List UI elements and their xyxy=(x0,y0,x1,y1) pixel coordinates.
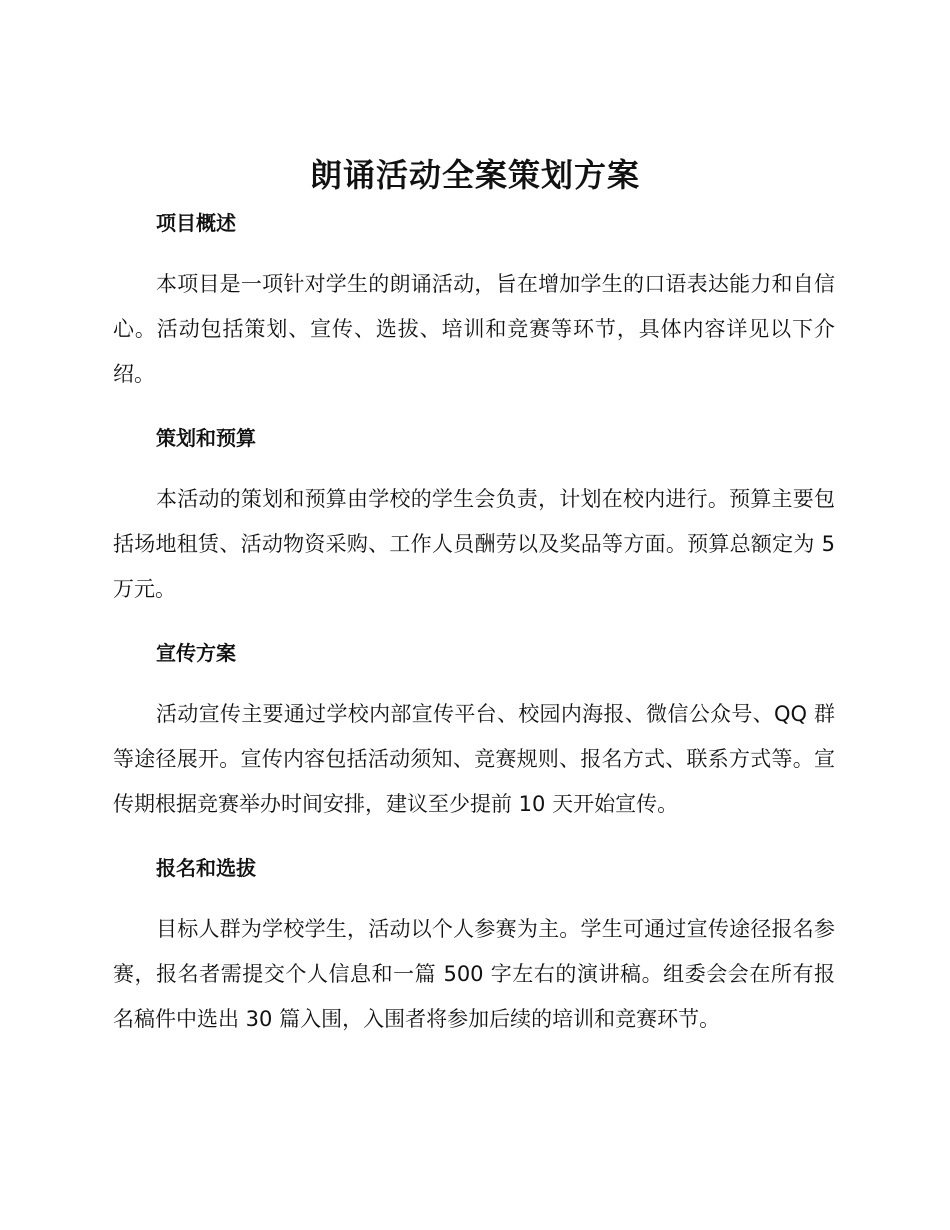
section-heading: 报名和选拔 xyxy=(156,856,256,880)
section-paragraph: 本项目是一项针对学生的朗诵活动，旨在增加学生的口语表达能力和自信心。活动包括策划、宣传、选拔、培训和竞赛等环节，具体内容详见以下介绍。 xyxy=(113,272,835,386)
document-title: 朗诵活动全案策划方案 xyxy=(309,156,640,194)
section-paragraph: 活动宣传主要通过学校内部宣传平台、校园内海报、微信公众号、QQ 群等途径展开。宣传内容包括活动须知、竞赛规则、报名方式、联系方式等。宣传期根据竞赛举办时间安排，建议至少提前 10 天开始宣传。 xyxy=(113,702,835,816)
section-overview xyxy=(113,206,835,397)
section-planning-budget xyxy=(113,421,835,612)
section-paragraph: 本活动的策划和预算由学校的学生会负责，计划在校内进行。预算主要包括场地租赁、活动物资采购、工作人员酬劳以及奖品等方面。预算总额定为 5 万元。 xyxy=(113,487,835,601)
section-promotion xyxy=(113,636,835,827)
document-content xyxy=(113,206,835,1066)
section-registration-selection xyxy=(113,851,835,1042)
section-paragraph: 目标人群为学校学生，活动以个人参赛为主。学生可通过宣传途径报名参赛，报名者需提交个人信息和一篇 500 字左右的演讲稿。组委会会在所有报名稿件中选出 30 篇入围，入围者将参加后续的培训和竞赛环节。 xyxy=(113,917,835,1031)
section-heading: 宣传方案 xyxy=(156,641,236,665)
section-heading: 项目概述 xyxy=(156,211,236,235)
section-heading: 策划和预算 xyxy=(156,426,256,450)
